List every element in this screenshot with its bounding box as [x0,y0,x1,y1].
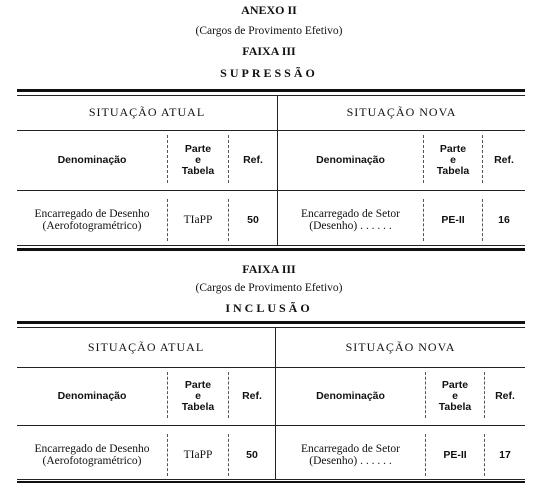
col-ref-atual: Ref. [243,153,263,166]
row-nova-denominacao: Encarregado de Setor (Desenho) . . . . . . [301,208,400,232]
row-nova-ref: 16 [498,213,510,226]
row-nova-parte-2: PE-II [443,448,467,461]
row-atual-denominacao: Encarregado de Desenho (Aerofotogramétrico) [34,208,150,232]
row-atual-ref: 50 [247,213,259,226]
col-denominacao-nova: Denominação [316,153,385,166]
col-parte-nova: Parte e Tabela [436,142,470,177]
col-parte-nova-2: Parte e Tabela [438,378,472,413]
row-atual-ref-2: 50 [246,448,258,461]
table-inclusao [17,321,525,483]
row-nova-denominacao-2: Encarregado de Setor (Desenho) . . . . . . [301,443,400,467]
situacao-atual-label: SITUAÇÃO ATUAL [88,105,206,119]
col-denominacao-atual: Denominação [57,153,127,166]
row-atual-parte-2: TIaPP [183,449,213,461]
table-supressao [17,89,525,250]
situacao-nova-label-2: SITUAÇÃO NOVA [345,339,456,354]
col-denominacao-atual-2: Denominação [57,389,127,402]
row-nova-parte: PE-II [441,213,465,226]
faixa-title: FAIXA III [242,44,296,58]
col-parte-atual-2: Parte e Tabela [181,378,215,413]
col-denominacao-nova-2: Denominação [316,389,385,402]
col-ref-nova-2: Ref. [495,389,515,402]
annex-subtitle: (Cargos de Provimento Efetivo) [195,25,343,37]
row-atual-denominacao-2: Encarregado de Desenho (Aerofotogramétrico) [34,443,150,467]
col-ref-atual-2: Ref. [242,389,262,402]
situacao-nova-label: SITUAÇÃO NOVA [346,105,457,119]
row-atual-parte: TIaPP [183,214,213,226]
situacao-atual-label-2: SITUAÇÃO ATUAL [87,339,205,354]
col-parte-atual: Parte e Tabela [181,142,215,177]
annex-subtitle-2: (Cargos de Provimento Efetivo) [195,282,343,294]
row-nova-ref-2: 17 [499,448,511,461]
action-inclusao: INCLUSÃO [225,301,313,315]
faixa-title-2: FAIXA III [242,262,296,276]
col-ref-nova: Ref. [494,153,514,166]
annex-title: ANEXO II [241,3,297,17]
action-supressao: SUPRESSÃO [220,66,318,80]
